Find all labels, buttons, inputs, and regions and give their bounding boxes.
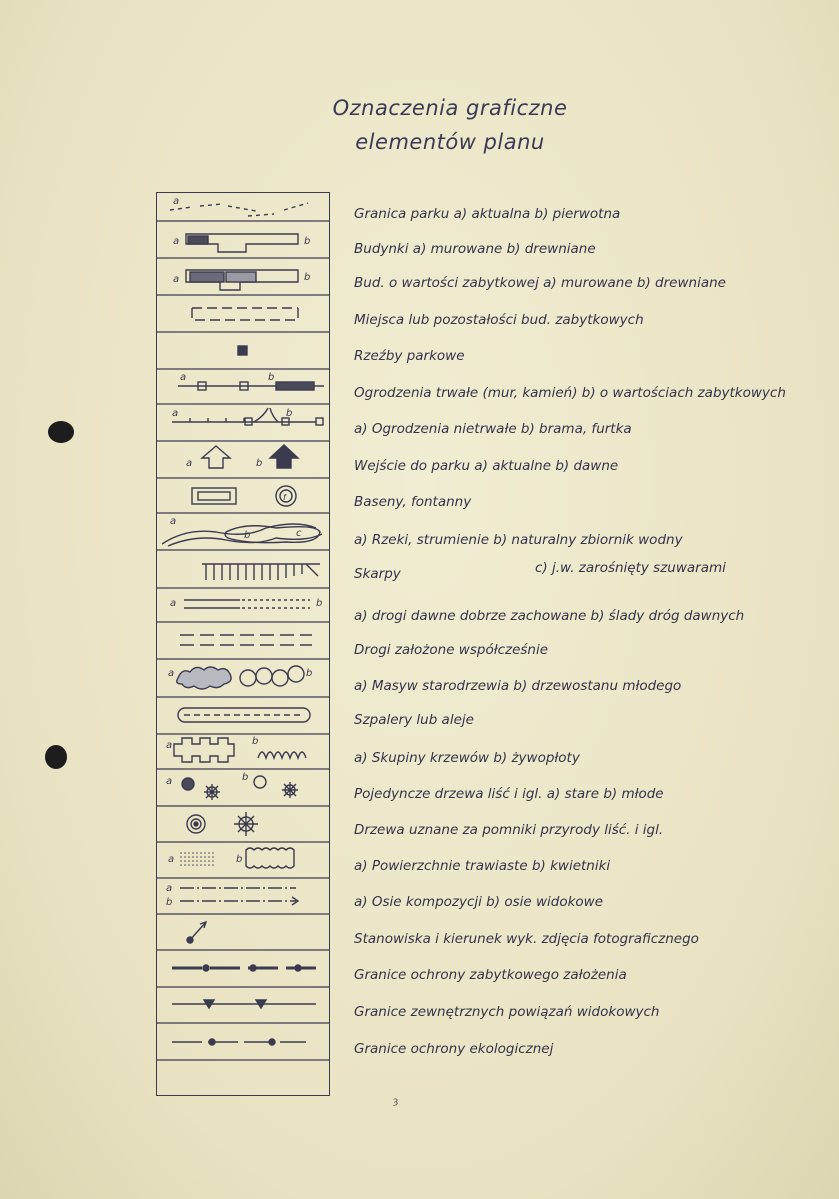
svg-text:a: a — [186, 458, 193, 469]
punch-hole-bottom — [45, 745, 67, 769]
svg-text:a: a — [168, 854, 175, 865]
document-title-line1: Oznaczenia graficzne — [332, 96, 568, 120]
legend-item-osie: a) Osie kompozycji b) osie widokowe — [354, 894, 603, 910]
svg-text:a: a — [170, 598, 177, 609]
svg-text:a: a — [172, 408, 179, 419]
legend-item-powierzchnie: a) Powierzchnie trawiaste b) kwietniki — [354, 858, 611, 874]
svg-text:b: b — [256, 458, 263, 469]
svg-text:b: b — [316, 598, 323, 609]
page-mark: ȝ — [393, 1096, 399, 1107]
svg-text:b: b — [166, 897, 173, 908]
legend-item-granica-parku: Granica parku a) aktualna b) pierwotna — [354, 206, 621, 222]
legend-item-miejsca: Miejsca lub pozostałości bud. zabytkowych — [354, 312, 644, 328]
legend-item-pomniki: Drzewa uznane za pomniki przyrody liść. i igl. — [354, 822, 664, 838]
svg-text:a: a — [173, 236, 180, 247]
legend-item-budynki: Budynki a) murowane b) drewniane — [354, 241, 596, 257]
legend-item-granice-widokowe: Granice zewnętrznych powiązań widokowych — [354, 1004, 660, 1020]
svg-text:b: b — [244, 530, 251, 541]
symbol-letter-a: a — [173, 196, 180, 207]
legend-item-rzeki: a) Rzeki, strumienie b) naturalny zbiornik wodny — [354, 532, 683, 548]
document-title-line2: elementów planu — [355, 130, 545, 154]
legend-item-granice-ekologiczne: Granice ochrony ekologicznej — [354, 1041, 554, 1057]
svg-text:a: a — [180, 372, 187, 383]
legend-item-wejscie: Wejście do parku a) aktualne b) dawne — [354, 458, 619, 474]
legend-item-rzezby: Rzeźby parkowe — [354, 348, 465, 364]
svg-text:f: f — [283, 493, 286, 502]
legend-item-ogrodzenia-trwale: Ogrodzenia trwałe (mur, kamień) b) o wartościach zabytkowych — [354, 385, 786, 401]
svg-text:a: a — [166, 883, 173, 894]
svg-text:a: a — [168, 668, 175, 679]
svg-text:b: b — [286, 408, 293, 419]
svg-text:b: b — [252, 736, 259, 747]
legend-symbols — [156, 192, 330, 1096]
svg-text:b: b — [306, 668, 313, 679]
punch-hole-top — [48, 421, 74, 443]
legend-item-stanowiska: Stanowiska i kierunek wyk. zdjęcia fotograficznego — [354, 931, 699, 947]
svg-text:a: a — [166, 740, 173, 751]
legend-item-drogi-wspolczesne: Drogi założone współcześnie — [354, 642, 549, 658]
legend-item-skarpy: Skarpy — [354, 566, 401, 582]
legend-item-drogi-dawne: a) drogi dawne dobrze zachowane b) ślady dróg dawnych — [354, 608, 745, 624]
legend-item-baseny: Baseny, fontanny — [354, 494, 472, 510]
svg-text:a: a — [166, 776, 173, 787]
svg-text:c: c — [296, 528, 302, 539]
legend-item-ogrodzenia-nietrwale: a) Ogrodzenia nietrwałe b) brama, furtka — [354, 421, 632, 437]
svg-text:b: b — [236, 854, 243, 865]
svg-text:a: a — [173, 274, 180, 285]
legend-item-skupiny: a) Skupiny krzewów b) żywopłoty — [354, 750, 580, 766]
svg-text:a: a — [170, 516, 177, 527]
legend-item-bud-zabytkowe: Bud. o wartości zabytkowej a) murowane b) drewniane — [354, 275, 726, 291]
legend-item-masyw: a) Masyw starodrzewia b) drzewostanu młodego — [354, 678, 682, 694]
svg-text:b: b — [242, 772, 249, 783]
legend-item-pojedyncze-drzewa: Pojedyncze drzewa liść i igl. a) stare b) młode — [354, 786, 664, 802]
svg-text:b: b — [304, 272, 311, 283]
svg-text:b: b — [268, 372, 275, 383]
legend-item-szpalery: Szpalery lub aleje — [354, 712, 474, 728]
svg-text:b: b — [304, 236, 311, 247]
legend-item-granice-zabytkowe: Granice ochrony zabytkowego założenia — [354, 967, 627, 983]
legend-item-skarpy-extra: c) j.w. zarośnięty szuwarami — [535, 560, 726, 576]
